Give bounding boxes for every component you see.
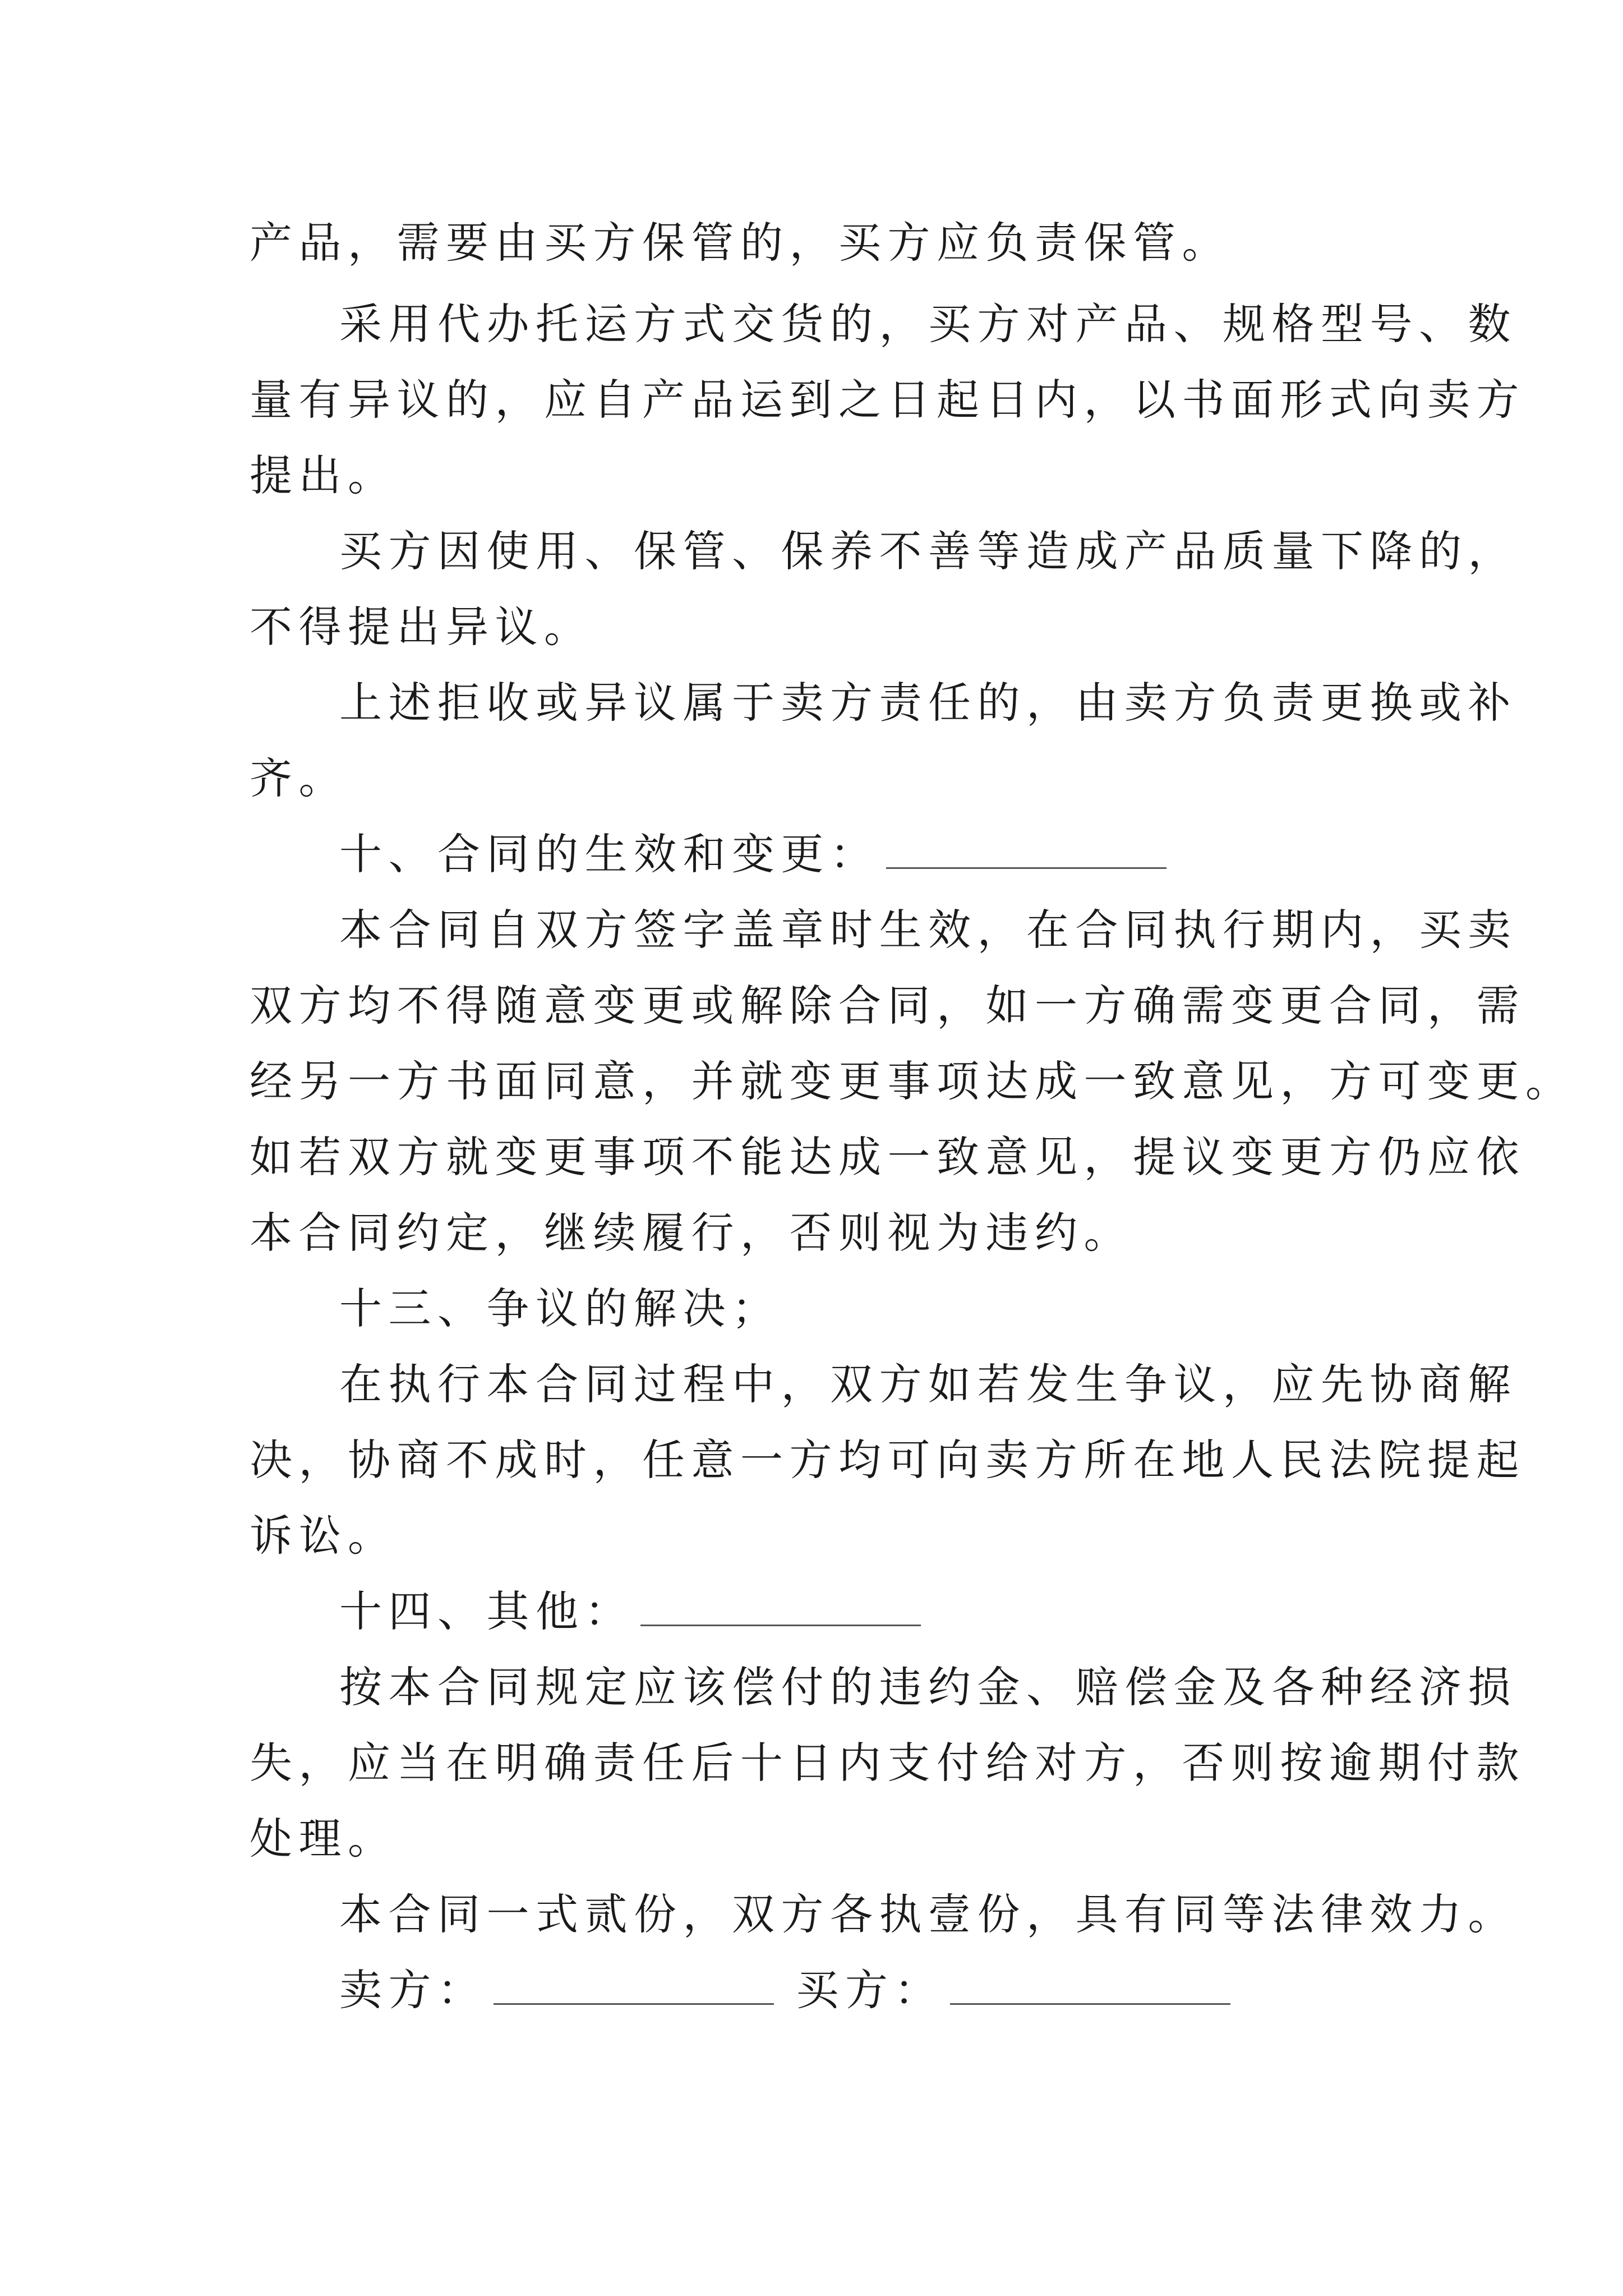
section-heading-14 bbox=[339, 1585, 1517, 1639]
section-heading-10 bbox=[339, 827, 1517, 881]
blank-underline bbox=[886, 834, 1166, 869]
section-heading-text: 十、合同的生效和变更： bbox=[339, 829, 879, 879]
seller-label: 卖方： bbox=[339, 1965, 487, 2015]
paragraph-line: 处理。 bbox=[250, 1814, 397, 1864]
paragraph-line: 提出。 bbox=[250, 450, 397, 500]
blank-underline bbox=[640, 1591, 921, 1626]
buyer-label: 买方： bbox=[796, 1965, 943, 2015]
paragraph-line: 本合同一式贰份，双方各执壹份，具有同等法律效力。 bbox=[339, 1889, 1517, 1939]
section-heading-13: 十三、争议的解决； bbox=[339, 1283, 781, 1333]
paragraph-line: 双方均不得随意变更或解除合同，如一方确需变更合同，需 bbox=[250, 981, 1525, 1030]
paragraph-line: 如若双方就变更事项不能达成一致意见，提议变更方仍应依 bbox=[250, 1132, 1525, 1182]
paragraph-line: 经另一方书面同意，并就变更事项达成一致意见，方可变更。 bbox=[250, 1056, 1575, 1106]
paragraph-line: 本合同自双方签字盖章时生效，在合同执行期内，买卖 bbox=[339, 905, 1517, 955]
paragraph-line: 上述拒收或异议属于卖方责任的，由卖方负责更换或补 bbox=[339, 678, 1517, 728]
paragraph-line: 本合同约定，继续履行，否则视为违约。 bbox=[250, 1208, 1133, 1258]
paragraph-line: 决，协商不成时，任意一方均可向卖方所在地人民法院提起 bbox=[250, 1435, 1525, 1485]
paragraph-line: 产品，需要由买方保管的，买方应负责保管。 bbox=[250, 218, 1231, 268]
paragraph-line: 不得提出异议。 bbox=[250, 602, 593, 652]
signature-line bbox=[339, 1963, 1517, 2017]
paragraph-line: 失，应当在明确责任后十日内支付给对方，否则按逾期付款 bbox=[250, 1738, 1525, 1788]
paragraph-line: 诉讼。 bbox=[250, 1511, 397, 1561]
paragraph-line: 按本合同规定应该偿付的违约金、赔偿金及各种经济损 bbox=[339, 1662, 1517, 1712]
section-heading-text: 十四、其他： bbox=[339, 1586, 634, 1636]
buyer-signature-blank bbox=[950, 1970, 1230, 2005]
paragraph-line: 采用代办托运方式交货的，买方对产品、规格型号、数 bbox=[339, 299, 1517, 349]
paragraph-line: 在执行本合同过程中，双方如若发生争议，应先协商解 bbox=[339, 1359, 1517, 1409]
paragraph-line: 齐。 bbox=[250, 753, 348, 803]
paragraph-line: 买方因使用、保管、保养不善等造成产品质量下降的， bbox=[339, 526, 1517, 576]
seller-signature-blank bbox=[494, 1970, 774, 2005]
paragraph-line: 量有异议的，应自产品运到之日起日内，以书面形式向卖方 bbox=[250, 375, 1525, 425]
